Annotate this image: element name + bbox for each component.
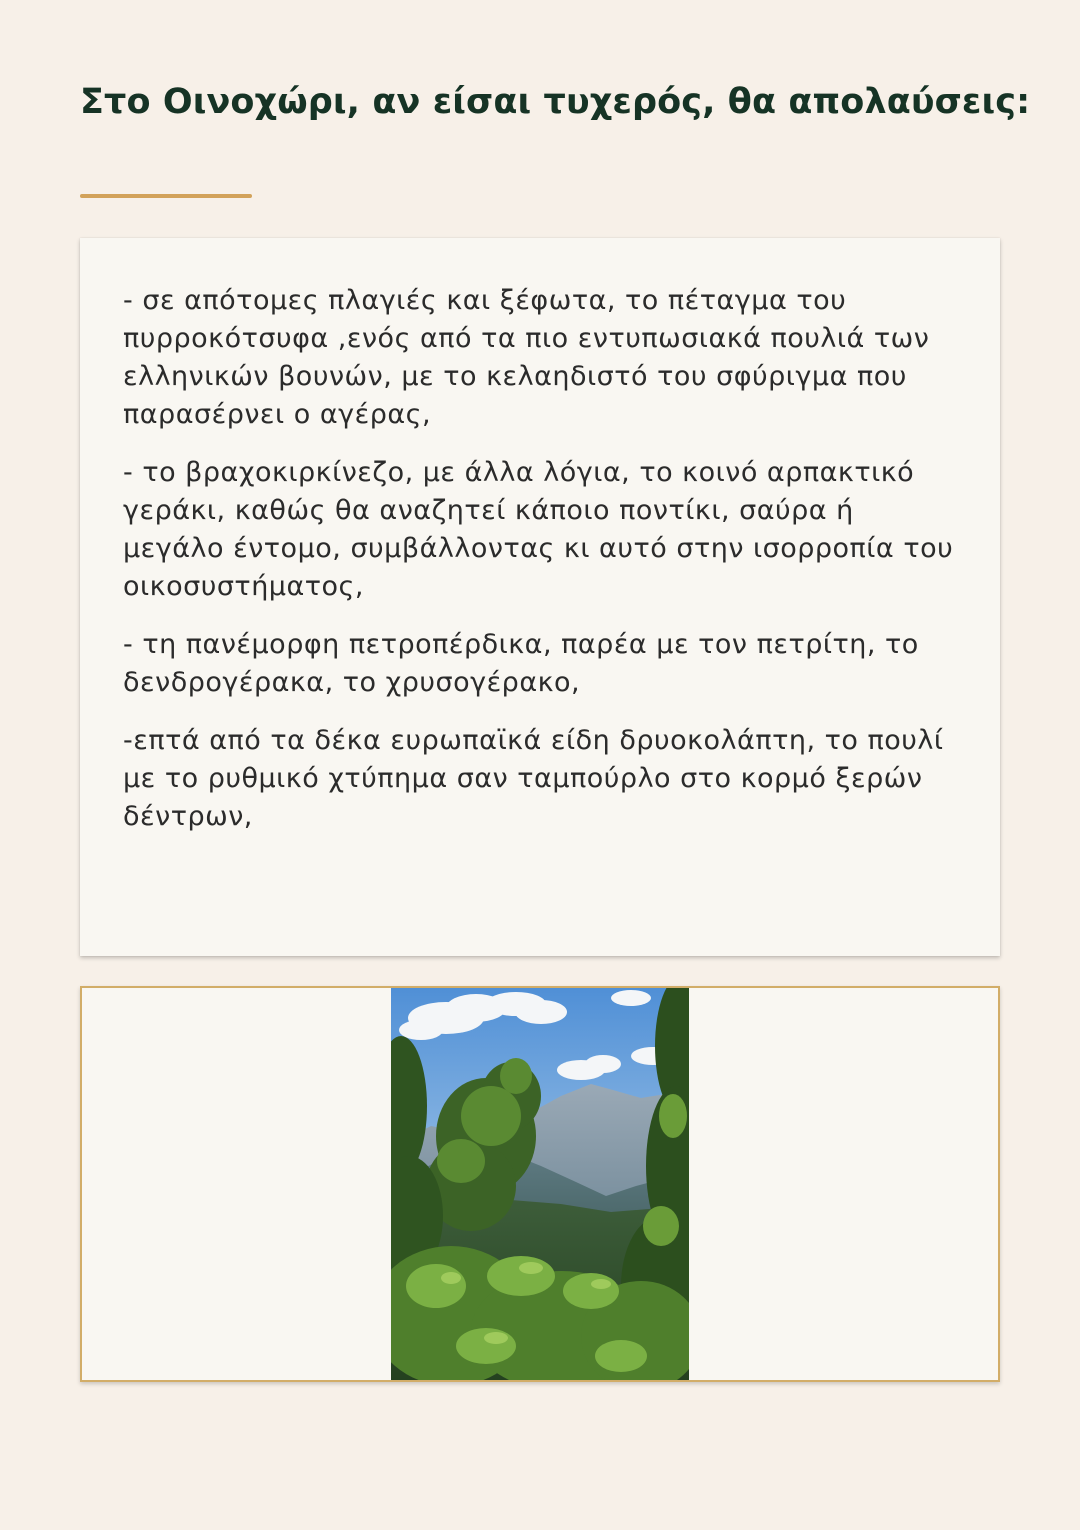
paragraph-rock-thrush: - σε απότομες πλαγιές και ξέφωτα, το πέταγμα του πυρροκότσυφα ,ενός από τα πιο εντυπωσιακά πουλιά των ελληνικών βουνών, με το κελαηδιστό του σφύριγμα που παρασέρνει ο αγέρας, <box>123 285 930 430</box>
mountain-forest-photo <box>391 986 689 1382</box>
paragraph-woodpecker: -επτά από τα δέκα ευρωπαϊκά είδη δρυοκολάπτη, το πουλί με το ρυθμικό χτύπημα σαν ταμπούρλο στο κορμό ξερών δέντρων, <box>123 725 944 832</box>
paragraph-kestrel: - το βραχοκιρκίνεζο, με άλλα λόγια, το κοινό αρπακτικό γεράκι, καθώς θα αναζητεί κάποιο ποντίκι, σαύρα ή μεγάλο έντομο, συμβάλλοντας κι αυτό στην ισορροπία του οικοσυστήματος, <box>123 457 954 602</box>
photo-frame <box>80 986 1000 1382</box>
paragraph-partridge: - τη πανέμορφη πετροπέρδικα, παρέα με τον πετρίτη, το δενδρογέρακα, το χρυσογέρακο, <box>123 629 919 698</box>
page-title: Στο Οινοχώρι, αν είσαι τυχερός, θα απολαύσεις: <box>80 82 1031 122</box>
text-card <box>80 238 1000 956</box>
title-underline <box>80 194 252 198</box>
